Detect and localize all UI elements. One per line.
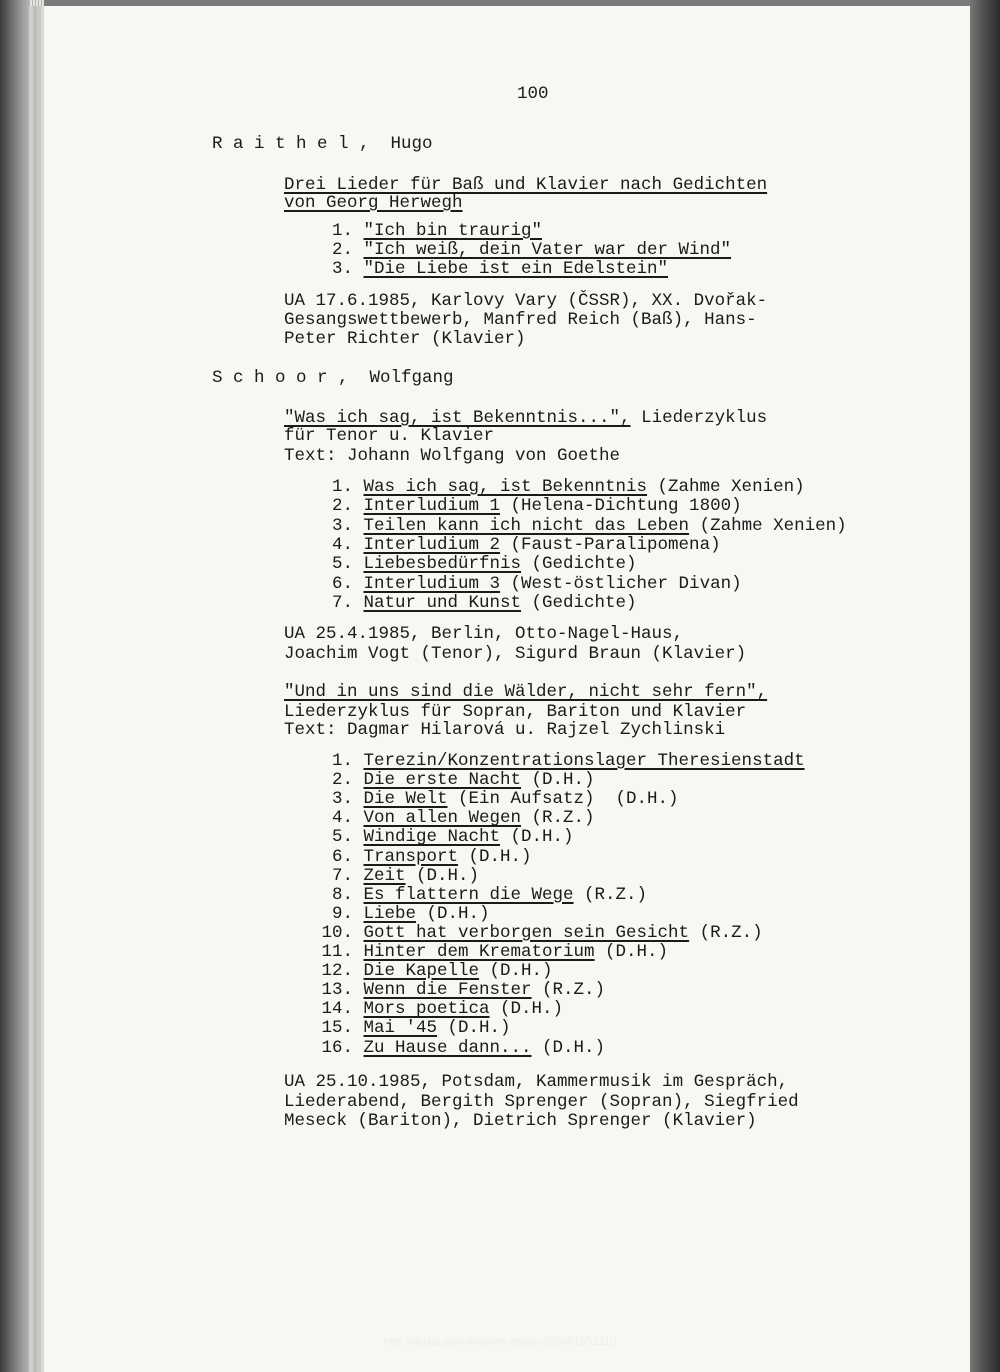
list-item	[308, 866, 479, 886]
list-item	[308, 770, 595, 790]
list-item	[308, 904, 490, 924]
page-number: 100	[517, 84, 549, 104]
song-source: (D.H.)	[416, 903, 490, 924]
book-edge-right	[970, 0, 1000, 1372]
list-item	[308, 554, 637, 574]
list-item	[308, 240, 731, 260]
premiere-line: Joachim Vogt (Tenor), Sigurd Braun (Klavier)	[284, 644, 747, 664]
song-source: (Zahme Xenien)	[647, 477, 805, 497]
list-item	[308, 574, 742, 594]
list-item	[308, 923, 763, 943]
song-source: (R.Z.)	[521, 808, 595, 829]
item-number: 6.	[331, 846, 353, 867]
item-number: 2.	[331, 496, 353, 517]
song-source: (D.H.)	[594, 942, 669, 962]
item-number: 5.	[331, 554, 353, 575]
premiere-line: UA 25.10.1985, Potsdam, Kammermusik im Gespräch,	[284, 1072, 789, 1092]
song-title: Hinter dem Krematorium	[363, 942, 595, 962]
work-title: von Georg Herwegh	[284, 193, 463, 213]
song-title: Liebe	[363, 903, 417, 924]
item-number: 2.	[331, 770, 353, 791]
work-subtitle: für Tenor u. Klavier	[284, 426, 495, 446]
list-item	[308, 808, 595, 828]
list-item	[308, 1018, 511, 1038]
song-title: Interludium 3	[363, 573, 501, 594]
song-source: (Helena-Dichtung 1800)	[500, 496, 742, 517]
song-source: (Gedichte)	[521, 592, 637, 613]
item-number: 4.	[331, 534, 353, 555]
premiere-line: Gesangswettbewerb, Manfred Reich (Baß), Hans-	[284, 310, 757, 330]
source-url: http://digital.slub-dresden.de/ppn30580165Z110	[383, 1336, 617, 1348]
item-number: 11.	[321, 942, 353, 962]
work-genre: Liederzyklus	[630, 408, 768, 428]
song-title: Wenn die Fenster	[363, 980, 532, 1001]
composer-name: S c h o o r , Wolfgang	[212, 368, 454, 388]
song-title: Windige Nacht	[363, 827, 501, 848]
item-number: 12.	[321, 961, 353, 982]
item-number: 3.	[331, 259, 353, 279]
item-number: 2.	[331, 240, 353, 260]
list-item	[308, 496, 742, 516]
song-source: (R.Z.)	[573, 884, 648, 905]
item-number: 4.	[331, 808, 353, 829]
item-number: 13.	[321, 980, 353, 1001]
item-number: 14.	[321, 999, 353, 1020]
list-item	[308, 593, 637, 613]
book-edge-left	[0, 0, 30, 1372]
song-source: (D.H.)	[479, 961, 553, 982]
song-title: Zeit	[363, 865, 406, 886]
item-number: 7.	[331, 865, 353, 886]
list-item	[308, 961, 553, 981]
list-item	[308, 999, 563, 1019]
song-title: Terezin/Konzentrationslager Theresienstadt	[363, 751, 805, 771]
premiere-line: Meseck (Bariton), Dietrich Sprenger (Klavier)	[284, 1111, 757, 1131]
song-source: (R.Z.)	[531, 980, 606, 1001]
list-item	[308, 751, 805, 771]
list-item	[308, 789, 679, 809]
song-title: Mors poetica	[363, 999, 490, 1020]
item-number: 1.	[331, 751, 353, 771]
item-number: 7.	[331, 592, 353, 613]
song-source: (Gedichte)	[521, 554, 637, 575]
list-item	[308, 847, 532, 867]
item-number: 15.	[321, 1018, 353, 1039]
premiere-line: Peter Richter (Klavier)	[284, 329, 526, 349]
list-item	[308, 980, 605, 1000]
work-title	[284, 408, 767, 428]
item-number: 1.	[331, 221, 353, 241]
song-title: Die Welt	[363, 789, 448, 810]
song-title: Was ich sag, ist Bekenntnis	[363, 477, 648, 497]
item-number: 16.	[321, 1037, 353, 1058]
song-title: Von allen Wegen	[363, 808, 522, 829]
song-title: "Ich bin traurig"	[363, 221, 543, 241]
list-item	[308, 516, 847, 536]
text-source: Text: Johann Wolfgang von Goethe	[284, 446, 621, 466]
song-source: (D.H.)	[405, 865, 480, 886]
list-item	[308, 827, 574, 847]
work-title: "Und in uns sind die Wälder, nicht sehr fern",	[284, 682, 768, 702]
song-source: (Faust-Paralipomena)	[500, 534, 721, 555]
song-title: "Ich weiß, dein Vater war der Wind"	[363, 240, 732, 260]
song-source: (D.H.)	[500, 827, 574, 848]
song-source: (R.Z.)	[689, 922, 763, 943]
item-number: 8.	[331, 884, 353, 905]
list-item	[308, 535, 721, 555]
song-title: Zu Hause dann...	[363, 1037, 532, 1058]
list-item	[308, 477, 805, 497]
song-title: Natur und Kunst	[363, 592, 522, 613]
list-item	[308, 885, 647, 905]
song-source: (D.H.)	[521, 770, 595, 791]
song-source: (D.H.)	[458, 846, 532, 867]
list-item	[308, 259, 668, 279]
composer-name: R a i t h e l , Hugo	[212, 134, 433, 154]
song-title: Es flattern die Wege	[363, 884, 574, 905]
work-title-text: "Was ich sag, ist Bekenntnis...",	[284, 408, 631, 428]
song-title: Teilen kann ich nicht das Leben	[363, 515, 690, 536]
song-title: Interludium 2	[363, 534, 501, 555]
song-source: (D.H.)	[489, 999, 564, 1020]
song-title: Mai '45	[363, 1018, 438, 1039]
work-subtitle: Liederzyklus für Sopran, Bariton und Klavier	[284, 702, 747, 722]
song-title: "Die Liebe ist ein Edelstein"	[363, 259, 669, 279]
song-title: Die erste Nacht	[363, 770, 522, 791]
item-number: 10.	[321, 922, 353, 943]
song-source: (D.H.)	[531, 1037, 606, 1058]
song-title: Gott hat verborgen sein Gesicht	[363, 922, 690, 943]
song-title: Transport	[363, 846, 459, 867]
item-number: 9.	[331, 903, 353, 924]
song-source: (Zahme Xenien)	[689, 515, 847, 536]
song-source: (West-östlicher Divan)	[500, 573, 742, 594]
song-title: Die Kapelle	[363, 961, 480, 982]
song-source: (Ein Aufsatz) (D.H.)	[447, 789, 679, 810]
song-source: (D.H.)	[437, 1018, 511, 1039]
item-number: 6.	[331, 573, 353, 594]
page-stack-edge	[30, 0, 44, 1372]
premiere-line: UA 25.4.1985, Berlin, Otto-Nagel-Haus,	[284, 624, 684, 644]
item-number: 5.	[331, 827, 353, 848]
song-title: Liebesbedürfnis	[363, 554, 522, 575]
list-item	[308, 942, 668, 962]
list-item	[308, 1038, 605, 1058]
list-item	[308, 221, 542, 241]
premiere-line: UA 17.6.1985, Karlovy Vary (ČSSR), XX. Dvořak-	[284, 291, 768, 311]
item-number: 3.	[331, 515, 353, 536]
premiere-line: Liederabend, Bergith Sprenger (Sopran), Siegfried	[284, 1091, 799, 1112]
item-number: 3.	[331, 789, 353, 810]
item-number: 1.	[331, 477, 353, 497]
song-title: Interludium 1	[363, 496, 501, 517]
work-title: Drei Lieder für Baß und Klavier nach Gedichten	[284, 175, 768, 195]
text-source: Text: Dagmar Hilarová u. Rajzel Zychlinski	[284, 720, 726, 740]
